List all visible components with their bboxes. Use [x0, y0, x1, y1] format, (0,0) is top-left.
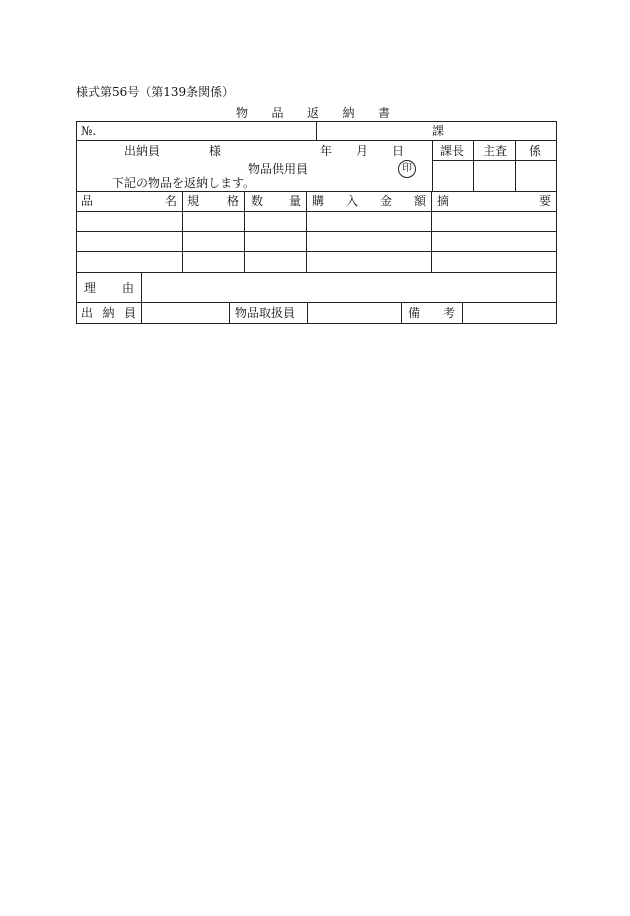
header-char: 量	[288, 194, 301, 208]
header-char: 摘	[437, 194, 450, 208]
table-cell[interactable]	[433, 253, 555, 270]
rule	[401, 302, 402, 323]
header-char: 金	[379, 194, 392, 208]
rule	[76, 140, 557, 141]
table-cell[interactable]	[246, 213, 305, 230]
header-char: 名	[164, 194, 177, 208]
column-header-item-name	[81, 195, 177, 207]
reason-label	[84, 282, 134, 294]
rule	[244, 191, 245, 272]
rule	[307, 302, 308, 323]
form-id: 様式第56号（第139条関係）	[76, 85, 235, 99]
rule	[473, 140, 474, 191]
number-field[interactable]	[110, 122, 314, 139]
table-cell[interactable]	[78, 233, 181, 250]
approval-stamp-box[interactable]	[475, 162, 513, 190]
clerk-label: 出納員	[124, 144, 161, 158]
table-cell[interactable]	[78, 253, 181, 270]
header-char: 格	[226, 194, 239, 208]
header-char: 数	[251, 194, 264, 208]
rule	[306, 191, 307, 272]
approval-section-chief: 課長	[440, 144, 465, 158]
title-char: 物	[236, 106, 249, 120]
header-char: 額	[413, 194, 426, 208]
label-char: 備	[408, 306, 421, 320]
handler-field[interactable]	[309, 304, 400, 322]
approval-stamp-box[interactable]	[434, 162, 472, 190]
table-cell[interactable]	[433, 233, 555, 250]
header-char: 購	[312, 194, 325, 208]
header-char: 要	[538, 194, 551, 208]
rule	[76, 272, 557, 273]
honorific-label: 様	[209, 144, 222, 158]
date-month-label: 月	[356, 144, 369, 158]
rule	[556, 121, 557, 324]
approval-stamp-box[interactable]	[517, 162, 555, 190]
header-char: 規	[187, 194, 200, 208]
rule	[462, 302, 463, 323]
column-header-quantity	[251, 195, 301, 207]
handler-label: 物品取扱員	[235, 306, 296, 320]
column-header-spec	[187, 195, 239, 207]
section-label: 課	[432, 124, 445, 138]
label-char: 考	[442, 306, 455, 320]
header-char: 入	[345, 194, 358, 208]
approval-staff: 係	[529, 144, 542, 158]
section-field[interactable]	[318, 122, 426, 139]
reason-field[interactable]	[143, 274, 555, 301]
rule	[432, 160, 557, 161]
rule	[229, 302, 230, 323]
rule	[182, 191, 183, 272]
column-header-summary	[437, 195, 551, 207]
document-title	[236, 107, 390, 119]
rule	[76, 231, 557, 232]
title-char: 書	[377, 106, 390, 120]
number-label: №.	[81, 124, 97, 138]
table-cell[interactable]	[308, 213, 430, 230]
rule	[76, 251, 557, 252]
table-cell[interactable]	[308, 233, 430, 250]
seal-mark: 印	[398, 160, 416, 178]
table-cell[interactable]	[184, 253, 243, 270]
rule	[141, 272, 142, 323]
clerk-field[interactable]	[143, 304, 228, 322]
rule	[515, 140, 516, 191]
label-char: 理	[84, 281, 97, 295]
rule	[76, 191, 557, 192]
supplier-label: 物品供用員	[248, 162, 309, 176]
label-char: 員	[123, 306, 136, 320]
date-day-label: 日	[392, 144, 405, 158]
table-cell[interactable]	[308, 253, 430, 270]
label-char: 納	[102, 306, 115, 320]
rule	[76, 121, 77, 324]
footer-clerk-label	[81, 307, 136, 319]
header-char: 品	[81, 194, 94, 208]
title-char: 返	[306, 106, 319, 120]
table-cell[interactable]	[246, 233, 305, 250]
rule	[76, 211, 557, 212]
rule	[76, 323, 557, 324]
table-cell[interactable]	[184, 233, 243, 250]
label-char: 由	[121, 281, 134, 295]
rule	[316, 121, 317, 140]
approval-supervisor: 主査	[483, 144, 508, 158]
label-char: 出	[81, 306, 94, 320]
column-header-purchase-amount	[312, 195, 426, 207]
title-char: 品	[271, 106, 284, 120]
rule	[76, 302, 557, 303]
remarks-field[interactable]	[464, 304, 555, 322]
title-char: 納	[342, 106, 355, 120]
table-cell[interactable]	[246, 253, 305, 270]
rule	[432, 140, 433, 191]
return-message: 下記の物品を返納します。	[112, 176, 256, 190]
table-cell[interactable]	[78, 213, 181, 230]
rule	[431, 191, 432, 272]
table-cell[interactable]	[184, 213, 243, 230]
remarks-label	[408, 307, 455, 319]
date-year-label: 年	[320, 144, 333, 158]
table-cell[interactable]	[433, 213, 555, 230]
